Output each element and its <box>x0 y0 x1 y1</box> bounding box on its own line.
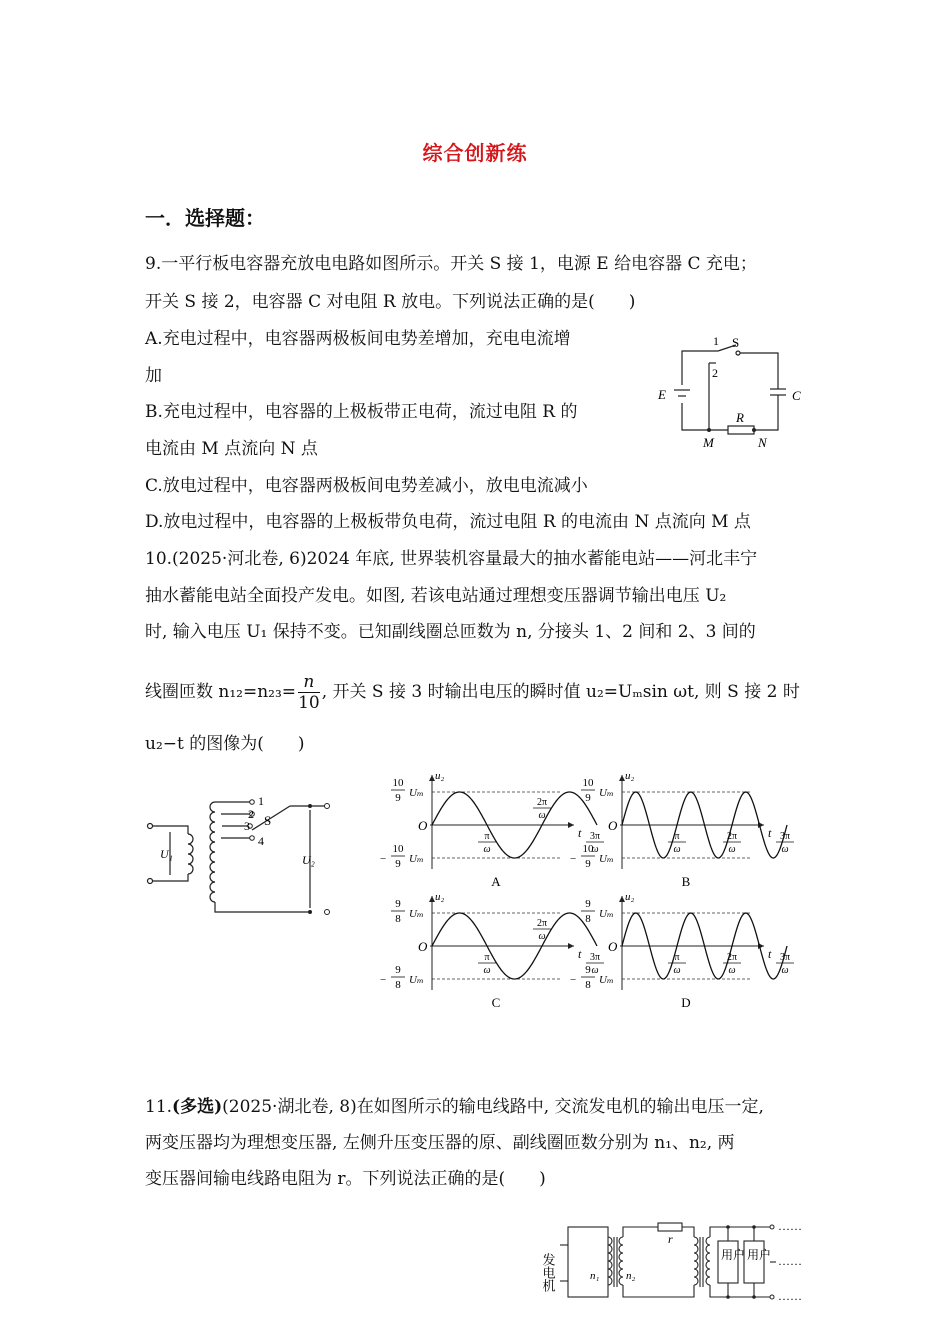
graph-a-neg-amp-numerator: 10 <box>392 843 404 855</box>
graph-c-neg-amp-um: Uₘ <box>409 974 424 986</box>
q9-option-c: C.放电过程中，电容器两极板间电势差减小，放电电流减小 <box>145 476 588 496</box>
graph-d-tick1-numerator: π <box>674 952 680 963</box>
q10-fraction-numerator: n <box>298 672 320 693</box>
graph-b-neg-amp-denominator: 9 <box>585 858 591 870</box>
q10-tap-1: 1 <box>258 794 264 808</box>
graph-c-t-arrow <box>568 943 574 949</box>
q9-stem-line2: 开关 S 接 2，电容器 C 对电阻 R 放电。下列说法正确的是( ) <box>145 292 636 312</box>
graph-c-amp-denominator: 8 <box>395 913 401 925</box>
graph-d-neg-amp-um: Uₘ <box>599 974 614 986</box>
q9-label-r: R <box>736 410 744 425</box>
q10-stem-line5: u₂−t 的图像为( ) <box>145 734 305 754</box>
graph-a-option-label: A <box>491 874 501 889</box>
q9-circuit-diagram <box>650 333 815 455</box>
graph-c-neg-amp-numerator: 9 <box>395 964 401 976</box>
q11-stem-line1-text: (2025·湖北卷, 8)在如图所示的输电线路中, 交流发电机的输出电压一定, <box>222 1097 764 1117</box>
graph-b-amp-numerator: 10 <box>582 777 594 789</box>
graph-a-amp-um: Uₘ <box>409 787 424 799</box>
graph-c-neg-amp-denominator: 8 <box>395 979 401 991</box>
q11-dots-bottom: …… <box>778 1289 802 1303</box>
graph-a-tick1-denominator: ω <box>483 844 491 855</box>
q9-label-s: S <box>732 335 740 350</box>
graph-b-neg-amp-um: Uₘ <box>599 853 614 865</box>
graph-c-tick2-denominator: ω <box>538 931 546 942</box>
graph-c-tick1-numerator: π <box>484 952 490 963</box>
graph-b-option-label: B <box>681 874 691 889</box>
q10-label-u2: U₂ <box>302 853 315 867</box>
graph-c-tick3-numerator: 3π <box>589 952 601 963</box>
graph-a-neg-amp-denominator: 9 <box>395 858 401 870</box>
q10-graph-options <box>372 765 791 1010</box>
q9-option-b-line2: 电流由 M 点流向 N 点 <box>145 439 318 459</box>
graph-b-amp-um: Uₘ <box>599 787 614 799</box>
graph-d-neg-amp-denominator: 8 <box>585 979 591 991</box>
q11-user-1: 用户 <box>721 1248 746 1262</box>
page-title: 综合创新练 <box>422 141 528 165</box>
q9-label-1: 1 <box>713 334 719 348</box>
q11-label-n1: n₁ <box>590 1270 600 1282</box>
graph-c-neg-sign: − <box>380 974 387 986</box>
graph-d-amp-um: Uₘ <box>599 908 614 920</box>
section-heading: 一．选择题： <box>145 206 265 230</box>
q11-generator-label: 发电机 <box>540 1253 556 1292</box>
graph-d-tick3-numerator: 3π <box>779 952 791 963</box>
graph-b-tick2-denominator: ω <box>728 844 736 855</box>
graph-d-tick2-numerator: 2π <box>726 952 738 963</box>
q11-stem-line2: 两变压器均为理想变压器, 左侧升压变压器的原、副线圈匝数分别为 n₁、n₂, 两 <box>145 1133 735 1153</box>
q9-label-m: M <box>703 435 714 450</box>
q10-label-u1: U₁ <box>160 847 173 861</box>
graph-d-amp-numerator: 9 <box>585 898 591 910</box>
q10-tap-2: 2 <box>248 807 254 821</box>
q10-stem-line4 <box>145 672 800 713</box>
graph-a-tick2-denominator: ω <box>538 810 546 821</box>
graph-c-amp-um: Uₘ <box>409 908 424 920</box>
q11-number: 11. <box>145 1097 173 1117</box>
q11-transmission-diagram <box>540 1215 815 1315</box>
graph-b-tick3-denominator: ω <box>781 844 789 855</box>
graph-d-tick1-denominator: ω <box>673 965 681 976</box>
graph-c-u2-label: u₂ <box>435 891 445 903</box>
q10-transformer-diagram <box>140 790 340 920</box>
q10-fraction <box>298 672 320 713</box>
q11-dots-middle: …… <box>778 1254 802 1268</box>
q11-user-2: 用户 <box>747 1248 772 1262</box>
graph-d-origin-label: O <box>608 939 618 954</box>
q10-stem-line3: 时, 输入电压 U₁ 保持不变。已知副线圈总匝数为 n, 分接头 1、2 间和 2、3 间的 <box>145 622 756 642</box>
graph-b-t-label: t <box>768 826 772 840</box>
graph-a-t-arrow <box>568 822 574 828</box>
q10-switch-s: S <box>264 813 272 828</box>
q11-dots-top: …… <box>778 1219 802 1233</box>
graph-d-amp-denominator: 8 <box>585 913 591 925</box>
q9-option-a-line2: 加 <box>145 366 162 386</box>
graph-b-tick3-numerator: 3π <box>779 831 791 842</box>
q9-option-a-line1: A.充电过程中，电容器两极板间电势差增加，充电电流增 <box>145 329 571 349</box>
graph-d-tick2-denominator: ω <box>728 965 736 976</box>
q11-stem-line1 <box>145 1095 764 1119</box>
q10-tap-4: 4 <box>258 834 264 848</box>
q9-option-b-line1: B.充电过程中，电容器的上极板带正电荷，流过电阻 R 的 <box>145 402 578 422</box>
graph-b-u2-label: u₂ <box>625 770 635 782</box>
q10-stem-line4-end: , 开关 S 接 3 时输出电压的瞬时值 u₂=Uₘsin ωt, 则 S 接 2 时 <box>321 682 800 702</box>
q9-stem-line1: 9.一平行板电容器充放电电路如图所示。开关 S 接 1，电源 E 给电容器 C 充电； <box>145 254 757 274</box>
q10-stem-line4-start: 线圈匝数 n₁₂=n₂₃= <box>145 682 297 702</box>
graph-d-neg-sign: − <box>570 974 577 986</box>
q11-label-n2: n₂ <box>626 1270 636 1282</box>
graph-a-neg-sign: − <box>380 853 387 865</box>
q10-tap-3: 3 <box>244 819 250 833</box>
graph-b-tick1-numerator: π <box>674 831 680 842</box>
q9-label-2: 2 <box>712 366 718 380</box>
graph-d-neg-amp-numerator: 9 <box>585 964 591 976</box>
q11-multi-tag: (多选) <box>172 1097 223 1117</box>
graph-a-tick2-numerator: 2π <box>536 797 548 808</box>
graph-d-u2-label: u₂ <box>625 891 635 903</box>
graph-b-origin-label: O <box>608 818 618 833</box>
graph-b-neg-sign: − <box>570 853 577 865</box>
graph-c-tick2-numerator: 2π <box>536 918 548 929</box>
q9-option-d: D.放电过程中，电容器的上极板带负电荷，流过电阻 R 的电流由 N 点流向 M 点 <box>145 512 751 532</box>
q10-stem-line2: 抽水蓄能电站全面投产发电。如图, 若该电站通过理想变压器调节输出电压 U₂ <box>145 586 727 606</box>
q11-stem-line3: 变压器间输电线路电阻为 r。下列说法正确的是( ) <box>145 1169 546 1189</box>
q10-fraction-denominator: 10 <box>298 693 320 713</box>
graph-a-amp-denominator: 9 <box>395 792 401 804</box>
graph-d-tick3-denominator: ω <box>781 965 789 976</box>
graph-a-tick1-numerator: π <box>484 831 490 842</box>
graph-b-neg-amp-numerator: 10 <box>582 843 594 855</box>
graph-d-option-label: D <box>681 995 691 1010</box>
q11-label-r: r <box>668 1232 673 1246</box>
graph-b-tick2-numerator: 2π <box>726 831 738 842</box>
graph-c-tick3-denominator: ω <box>591 965 599 976</box>
q9-label-c: C <box>792 388 801 403</box>
graph-c-origin-label: O <box>418 939 428 954</box>
q9-label-e: E <box>658 387 666 402</box>
graph-c-tick1-denominator: ω <box>483 965 491 976</box>
graph-a-amp-numerator: 10 <box>392 777 404 789</box>
graph-a-tick3-denominator: ω <box>591 844 599 855</box>
graph-a-t-label: t <box>578 826 582 840</box>
graph-b-tick1-denominator: ω <box>673 844 681 855</box>
graph-c-amp-numerator: 9 <box>395 898 401 910</box>
graph-c-option-label: C <box>491 995 501 1010</box>
graph-a-tick3-numerator: 3π <box>589 831 601 842</box>
graph-b-amp-denominator: 9 <box>585 792 591 804</box>
graph-a-origin-label: O <box>418 818 428 833</box>
graph-a-u2-label: u₂ <box>435 770 445 782</box>
graph-d-t-label: t <box>768 947 772 961</box>
graph-c-t-label: t <box>578 947 582 961</box>
q9-label-n: N <box>758 435 767 450</box>
graph-a-neg-amp-um: Uₘ <box>409 853 424 865</box>
q10-stem-line1: 10.(2025·河北卷, 6)2024 年底, 世界装机容量最大的抽水蓄能电站——河北丰宁 <box>145 549 758 569</box>
